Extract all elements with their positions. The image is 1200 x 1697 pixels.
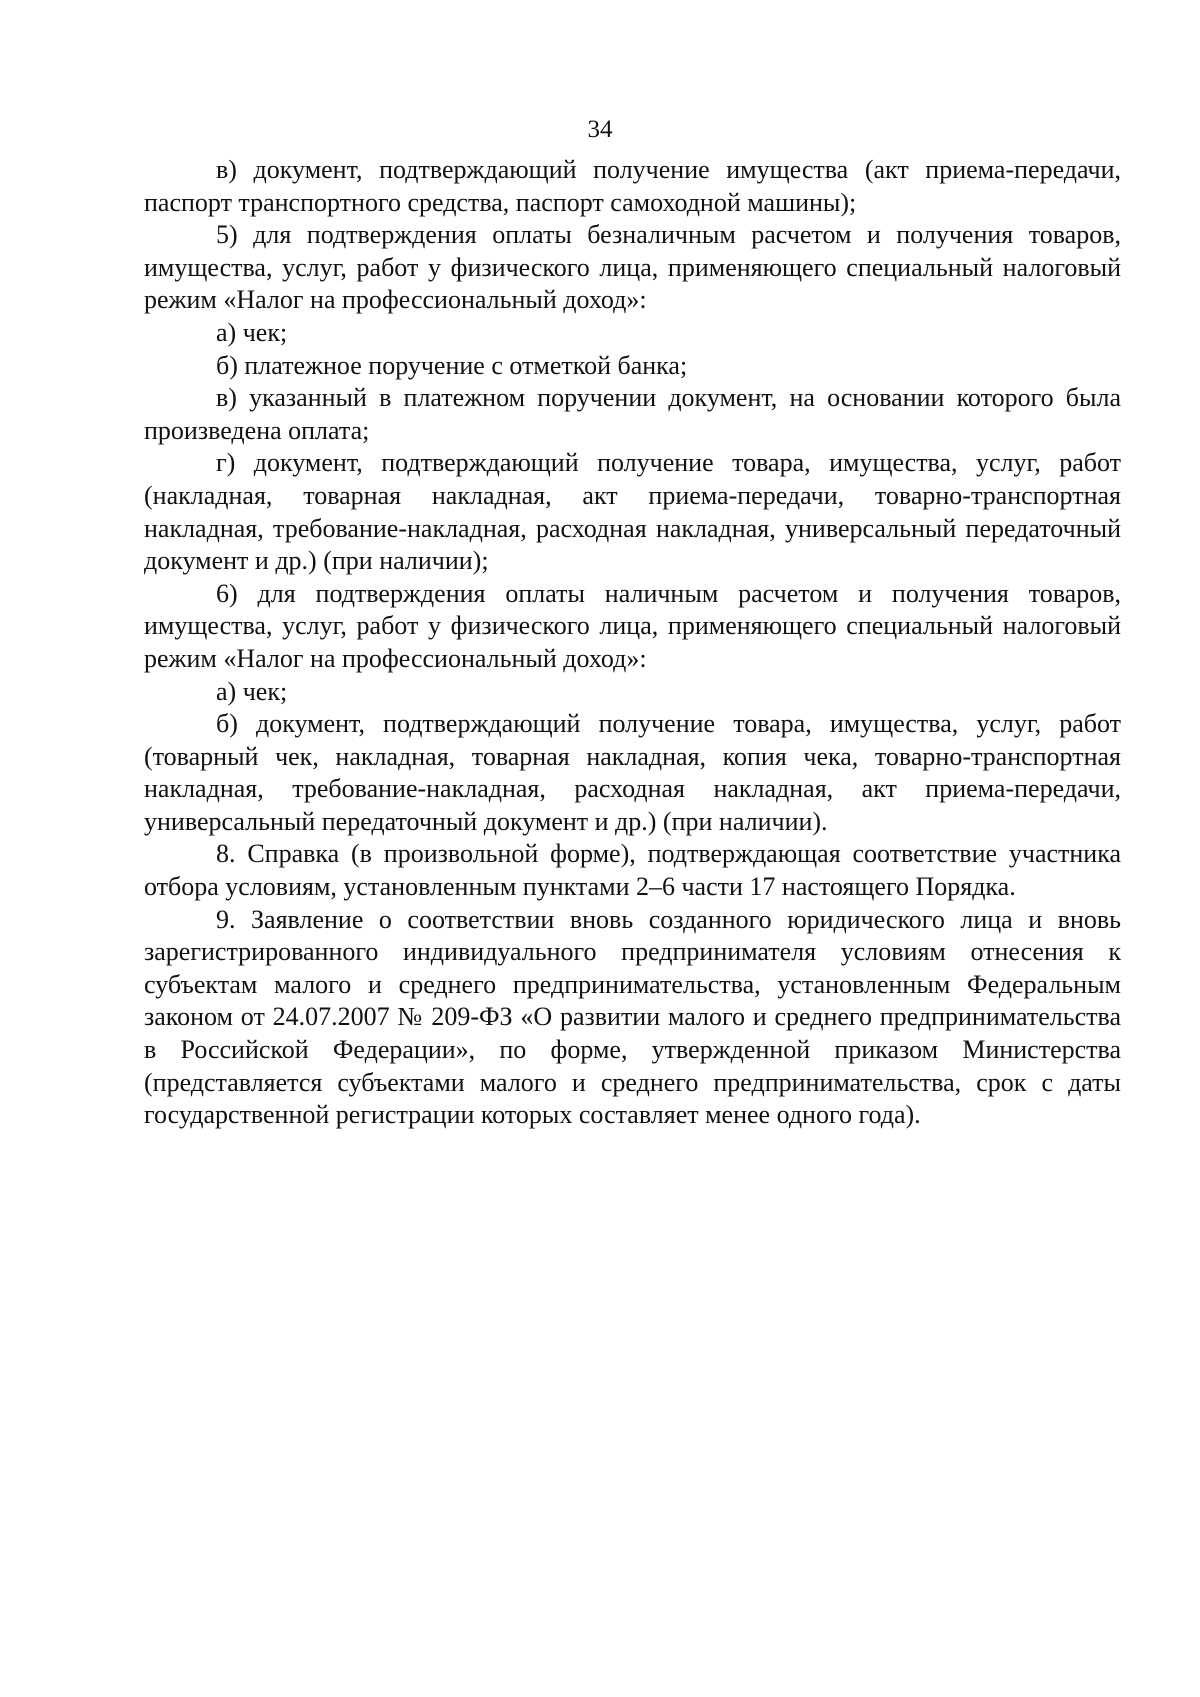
page-number: 34 bbox=[587, 116, 613, 143]
paragraph-item-a-receipt-2: а) чек; bbox=[216, 676, 288, 706]
document-body bbox=[144, 154, 1121, 1132]
paragraph-item-8-certificate: 8. Справка (в произвольной форме), подтверждающая соответствие участника отбора условиям, установленным пунктами 2–6 части 17 настоящего Порядка. bbox=[144, 839, 1121, 902]
paragraph-item-a-receipt: а) чек; bbox=[216, 317, 288, 347]
paragraph-item-b-payment-order: б) платежное поручение с отметкой банка; bbox=[216, 350, 688, 380]
paragraph-item-g-goods-document: г) документ, подтверждающий получение товара, имущества, услуг, работ (накладная, товарная накладная, акт приема-передачи, товарно-транспортная накладная, требование-накладная, расходная накладная, универсальный передаточный документ и др.) (при наличии); bbox=[144, 448, 1121, 576]
paragraph-item-9-statement: 9. Заявление о соответствии вновь созданного юридического лица и вновь зарегистрированного индивидуального предпринимателя условиям отнесения к субъектам малого и среднего предпринимательства, установленным Федеральным законом от 24.07.2007 № 209-ФЗ «О развитии малого и среднего предпринимательства в Российской Федерации», по форме, утвержденной приказом Министерства (представляется субъектами малого и среднего предпринимательства, срок с даты государственной регистрации которых составляет менее одного года). bbox=[144, 904, 1121, 1130]
paragraph-item-5-cashless: 5) для подтверждения оплаты безналичным расчетом и получения товаров, имущества, услуг, работ у физического лица, применяющего специальный налоговый режим «Налог на профессиональный доход»: bbox=[144, 220, 1121, 315]
paragraph-item-v-basis-document: в) указанный в платежном поручении документ, на основании которого была произведена оплата; bbox=[144, 383, 1121, 445]
paragraph-item-6-cash: 6) для подтверждения оплаты наличным расчетом и получения товаров, имущества, услуг, работ у физического лица, применяющего специальный налоговый режим «Налог на профессиональный доход»: bbox=[144, 578, 1121, 673]
paragraph-item-b-goods-document: б) документ, подтверждающий получение товара, имущества, услуг, работ (товарный чек, накладная, товарная накладная, копия чека, товарно-транспортная накладная, требование-накладная, расходная накладная, акт приема-передачи, универсальный передаточный документ и др.) (при наличии). bbox=[144, 709, 1121, 836]
paragraph-item-v-property: в) документ, подтверждающий получение имущества (акт приема-передачи, паспорт транспортного средства, паспорт самоходной машины); bbox=[144, 155, 1121, 217]
